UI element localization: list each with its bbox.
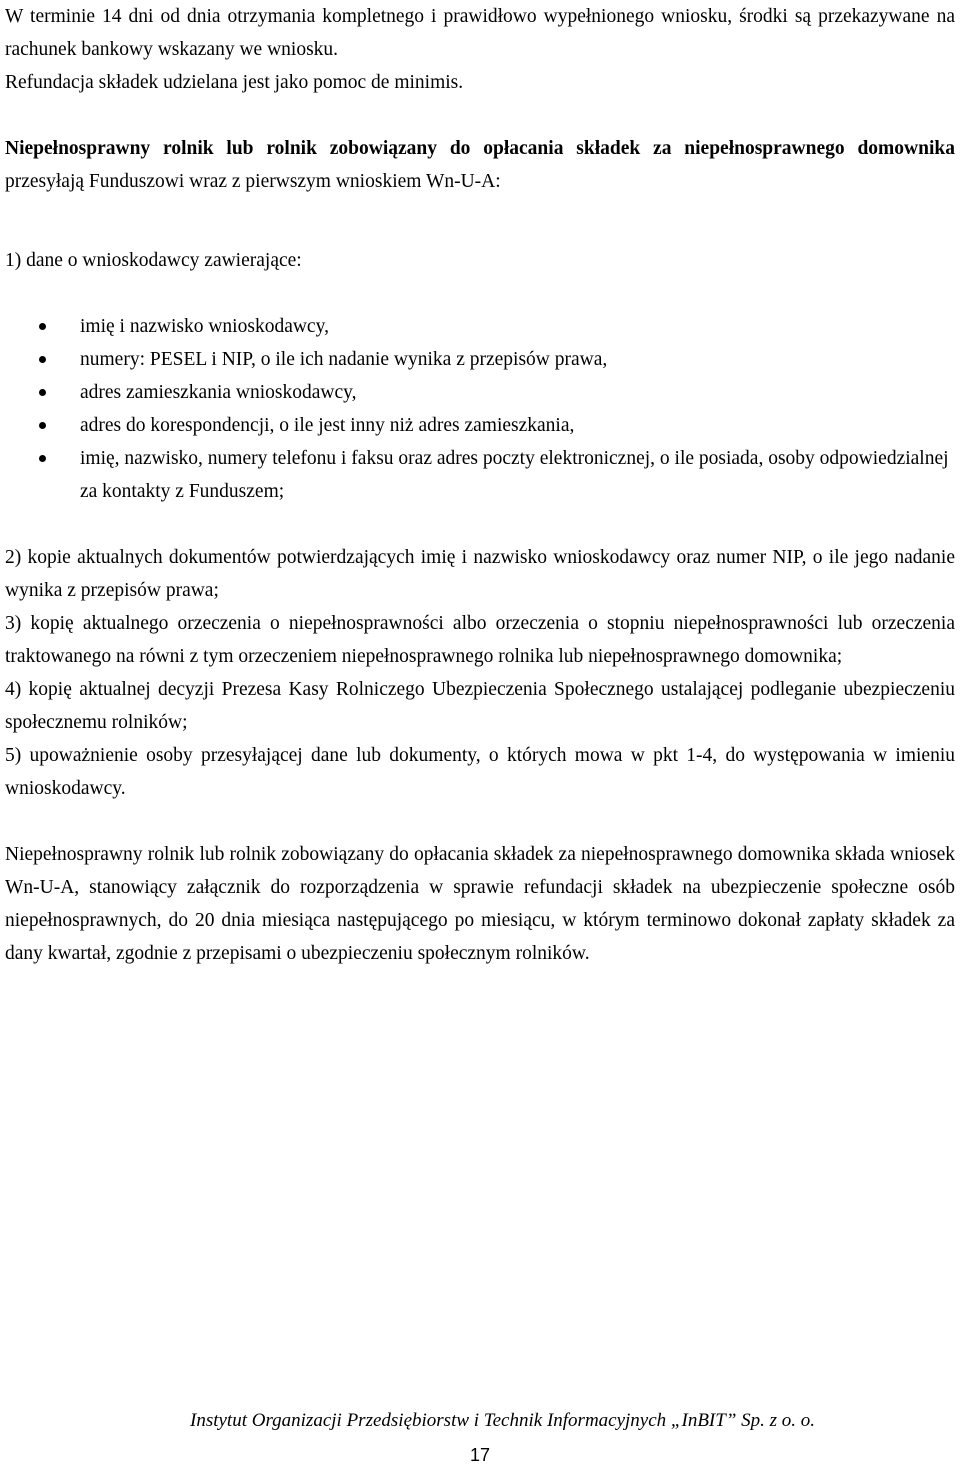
point-3: 3) kopię aktualnego orzeczenia o niepełnosprawności albo orzeczenia o stopniu niepełnosprawności lub orzeczenia traktowanego na równi z tym orzeczeniem niepełnosprawnego rolnika lub niepełnosprawnego domownika; (5, 613, 955, 667)
footer-institute: Instytut Organizacji Przedsiębiorstw i Technik Informacyjnych „InBIT” Sp. z o. o. (190, 1410, 816, 1431)
paragraph-applicants (5, 132, 955, 198)
list-item-text: adres do korespondencji, o ile jest inny niż adres zamieszkania, (80, 415, 575, 436)
applicants-rest-text: przesyłają Funduszowi wraz z pierwszym wnioskiem Wn-U-A: (5, 171, 501, 192)
bullet-icon (39, 356, 46, 363)
list-item (5, 376, 955, 409)
list-item-text: imię i nazwisko wnioskodawcy, (80, 316, 329, 337)
applicant-data-list (5, 310, 955, 508)
paragraph-de-minimis: Refundacja składek udzielana jest jako pomoc de minimis. (5, 72, 464, 93)
bullet-icon (39, 422, 46, 429)
point-5: 5) upoważnienie osoby przesyłającej dane lub dokumenty, o których mowa w pkt 1-4, do występowania w imieniu wnioskodawcy. (5, 745, 955, 799)
bullet-icon (39, 323, 46, 330)
applicants-bold-text: Niepełnosprawny rolnik lub rolnik zobowiązany do opłacania składek za niepełnosprawnego domownika (5, 138, 955, 159)
document-page (5, 0, 955, 970)
point-4: 4) kopię aktualnej decyzji Prezesa Kasy Rolniczego Ubezpieczenia Społecznego ustalającej podleganie ubezpieczeniu społecznemu rolników; (5, 679, 955, 733)
list-item-text: imię, nazwisko, numery telefonu i faksu oraz adres poczty elektronicznej, o ile posiada, osoby odpowiedzialnej za kontakty z Funduszem; (80, 448, 949, 502)
list-item (5, 343, 955, 376)
point-1-intro: 1) dane o wnioskodawcy zawierające: (5, 250, 302, 271)
list-item-text: numery: PESEL i NIP, o ile ich nadanie wynika z przepisów prawa, (80, 349, 608, 370)
list-item (5, 310, 955, 343)
bullet-icon (39, 455, 46, 462)
paragraph-final: Niepełnosprawny rolnik lub rolnik zobowiązany do opłacania składek za niepełnosprawnego domownika składa wniosek Wn-U-A, stanowiący załącznik do rozporządzenia w sprawie refundacji składek na ubezpieczenie społeczne osób niepełnosprawnych, do 20 dnia miesiąca następującego po miesiącu, w którym terminowo dokonał zapłaty składek za dany kwartał, zgodnie z przepisami o ubezpieczeniu społecznym rolników. (5, 844, 955, 964)
paragraph-transfer: W terminie 14 dni od dnia otrzymania kompletnego i prawidłowo wypełnionego wniosku, środki są przekazywane na rachunek bankowy wskazany we wniosku. (5, 6, 955, 60)
numbered-points (5, 541, 955, 805)
bullet-icon (39, 389, 46, 396)
point-2: 2) kopie aktualnych dokumentów potwierdzających imię i nazwisko wnioskodawcy oraz numer NIP, o ile jego nadanie wynika z przepisów prawa; (5, 547, 955, 601)
list-item-text: adres zamieszkania wnioskodawcy, (80, 382, 357, 403)
list-item (5, 442, 955, 508)
page-number: 17 (469, 1445, 491, 1465)
list-item (5, 409, 955, 442)
